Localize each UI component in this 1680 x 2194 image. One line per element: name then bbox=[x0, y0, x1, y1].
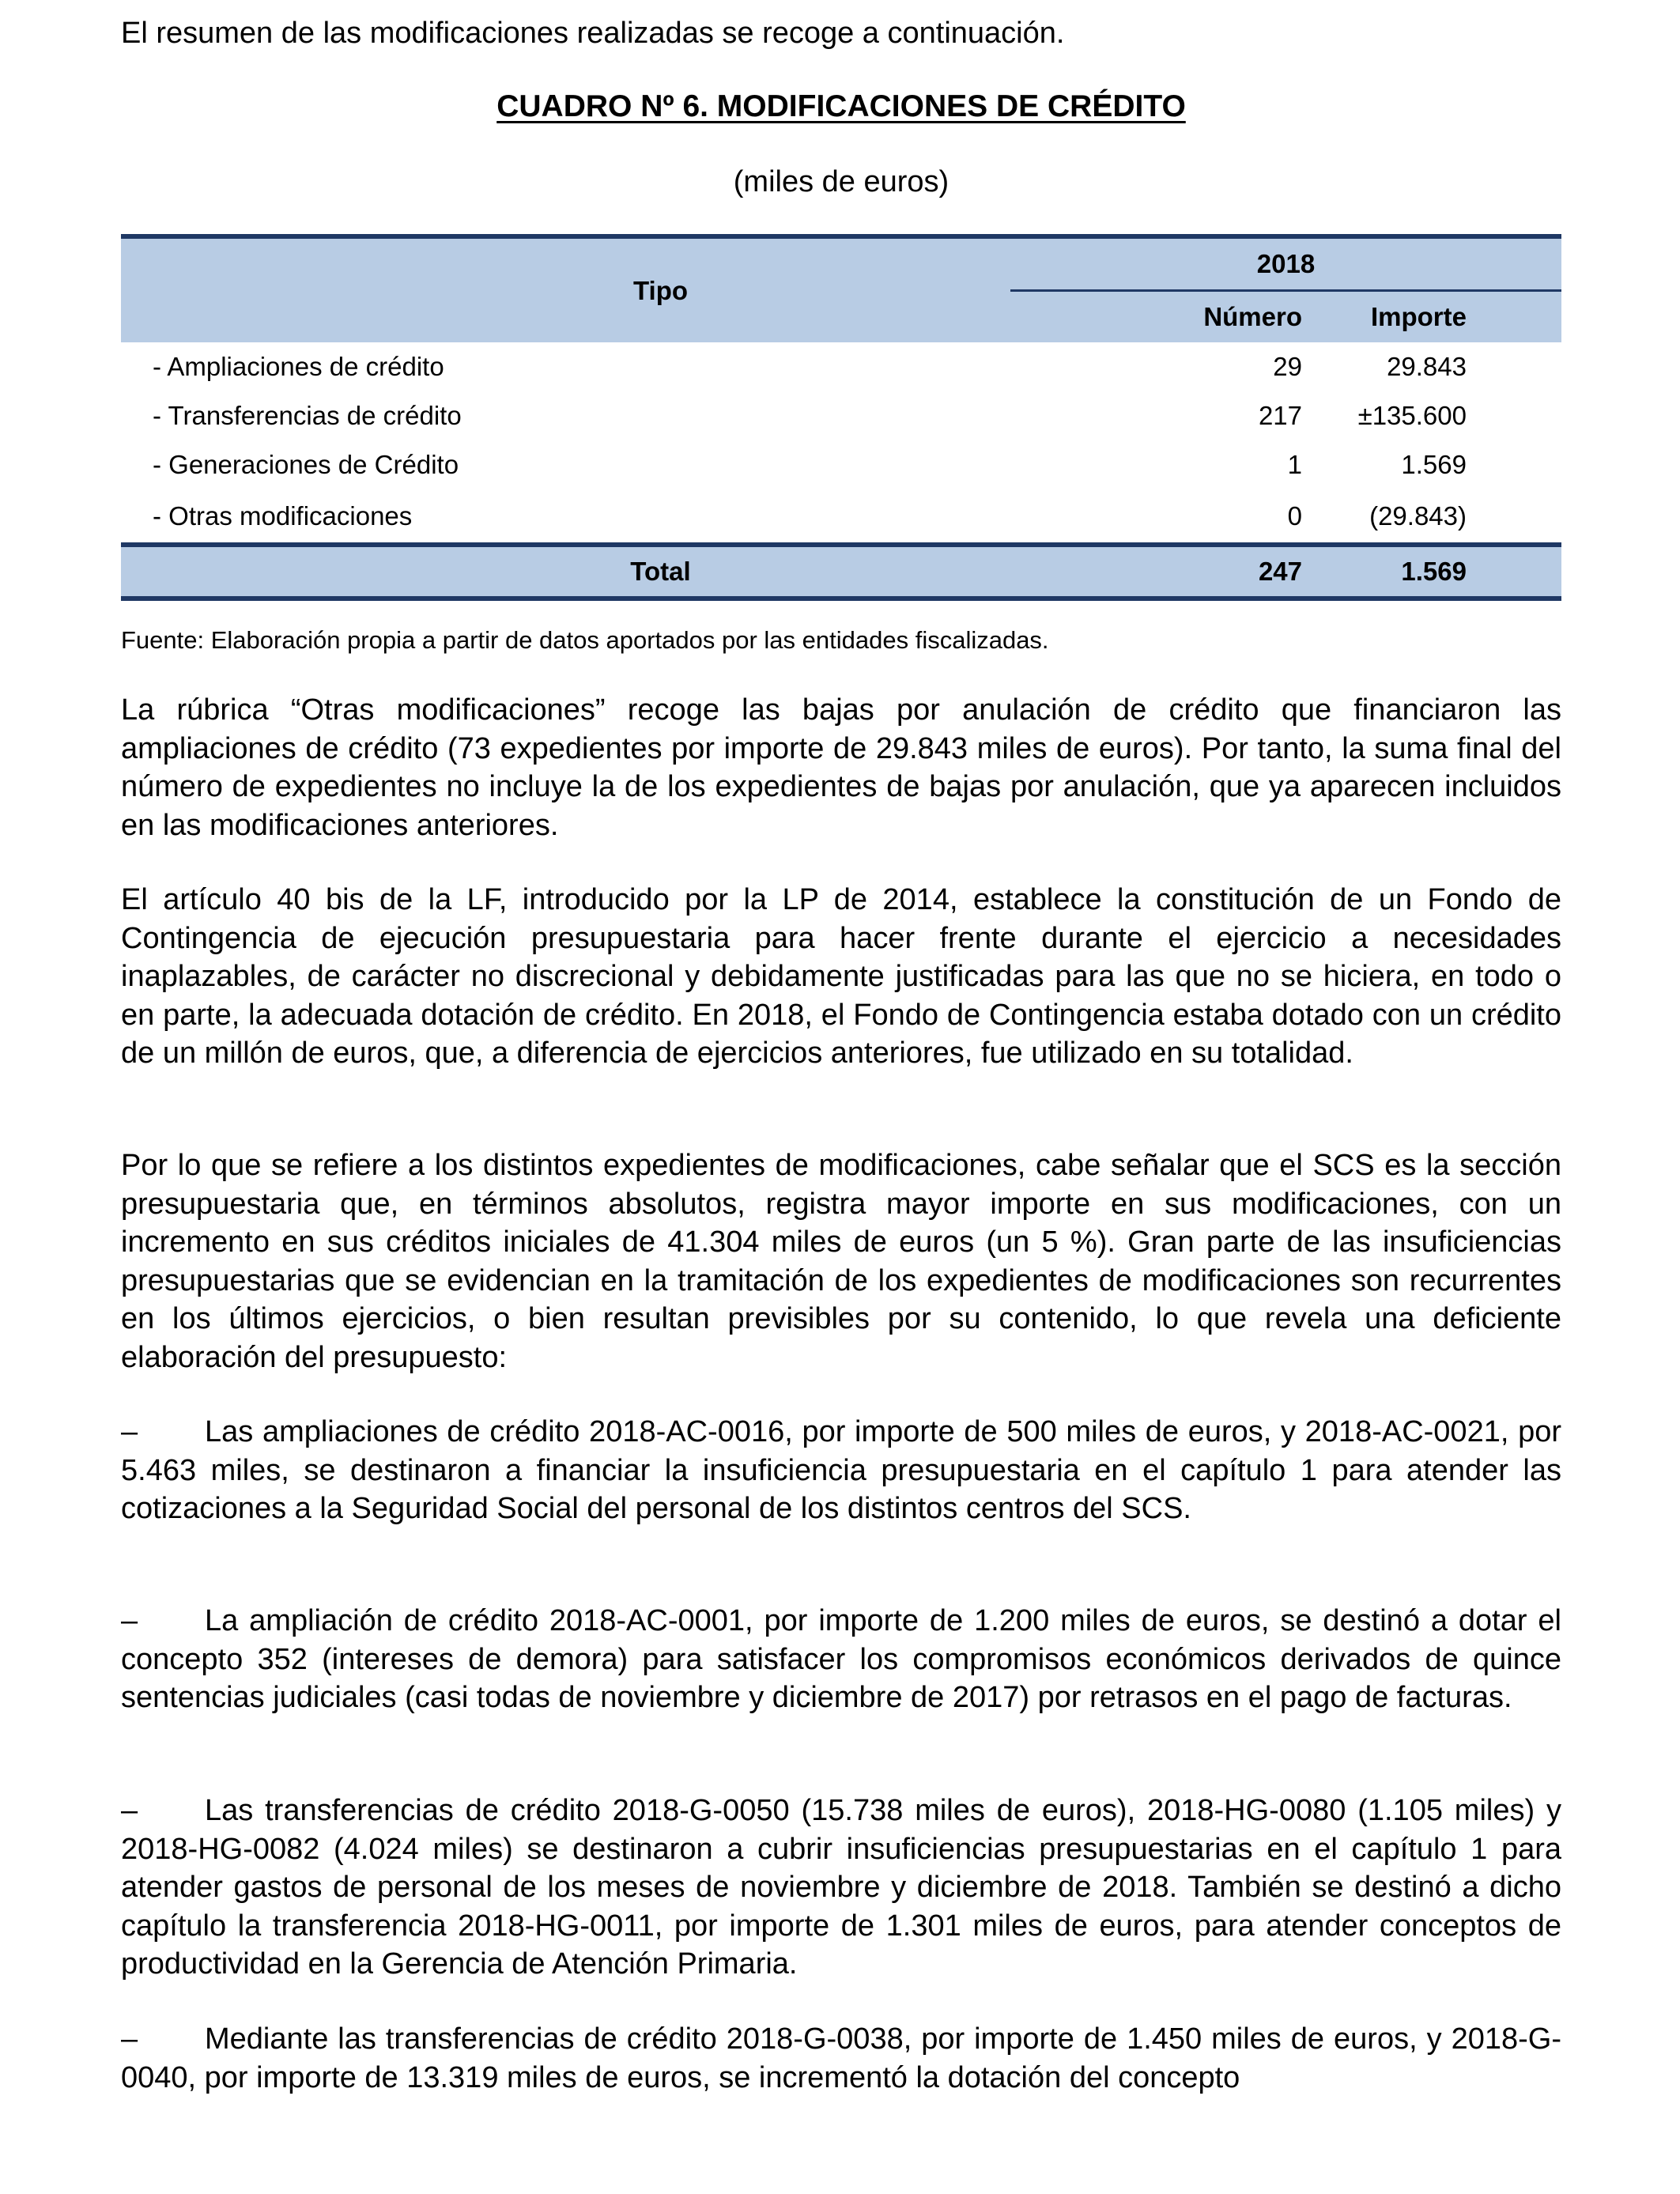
bullet-item bbox=[121, 1602, 1561, 1717]
row-tipo: - Transferencias de crédito bbox=[153, 401, 462, 430]
row-importe: ±135.600 bbox=[1357, 401, 1467, 430]
bullet-item bbox=[121, 1413, 1561, 1528]
row-tipo: - Ampliaciones de crédito bbox=[153, 352, 444, 381]
bullet-item bbox=[121, 1792, 1561, 1984]
header-numero: Número bbox=[1203, 301, 1302, 331]
table-row bbox=[121, 440, 1561, 489]
table-caption bbox=[121, 87, 1561, 127]
bullet-text: La ampliación de crédito 2018-AC-0001, por importe de 1.200 miles de euros, se destinó a dotar el concepto 352 (intereses de demora) para satisfacer los compromisos económicos derivados de quince sentencias judiciales (casi todas de noviembre y diciembre de 2017) por retrasos en el pago de facturas. bbox=[121, 1604, 1561, 1714]
total-label: Total bbox=[630, 557, 691, 586]
bullet-text: Las ampliaciones de crédito 2018-AC-0016, por importe de 500 miles de euros, y 2018-AC-0021, por 5.463 miles, se destinaron a financiar la insuficiencia presupuestaria en el capítulo 1 para atender las cotizaciones a la Seguridad Social del personal de los distintos centros del SCS. bbox=[121, 1415, 1561, 1525]
bullet-dash: – bbox=[121, 2022, 138, 2056]
bullet-text: Mediante las transferencias de crédito 2018-G-0038, por importe de 1.450 miles de euros, y 2018-G-0040, por importe de 13.319 miles de euros, se incrementó la dotación del concepto bbox=[121, 2022, 1561, 2094]
bullet-dash: – bbox=[121, 1604, 138, 1637]
table-caption-text: CUADRO Nº 6. MODIFICACIONES DE CRÉDITO bbox=[496, 89, 1186, 123]
table-unit: (miles de euros) bbox=[733, 165, 949, 198]
paragraph: La rúbrica “Otras modificaciones” recoge las bajas por anulación de crédito que financiaron las ampliaciones de crédito (73 expedientes por importe de 29.843 miles de euros). Por tanto, la suma final del número de expedientes no incluye la de los expedientes de bajas por anulación, que ya aparecen incluidos en las modificaciones anteriores. bbox=[121, 693, 1561, 842]
row-tipo: - Generaciones de Crédito bbox=[153, 450, 459, 479]
table-row bbox=[121, 342, 1561, 391]
row-numero: 29 bbox=[1273, 352, 1302, 381]
intro-text: El resumen de las modificaciones realizadas se recoge a continuación. bbox=[121, 17, 1065, 50]
row-importe: 29.843 bbox=[1387, 352, 1467, 381]
total-row bbox=[121, 545, 1561, 599]
row-numero: 217 bbox=[1258, 401, 1302, 430]
table-row bbox=[121, 489, 1561, 545]
modifications-table bbox=[121, 234, 1561, 601]
header-tipo: Tipo bbox=[632, 275, 689, 305]
total-importe: 1.569 bbox=[1401, 557, 1467, 586]
table-row bbox=[121, 391, 1561, 440]
total-numero: 247 bbox=[1258, 557, 1302, 586]
row-tipo: - Otras modificaciones bbox=[153, 500, 413, 531]
header-importe: Importe bbox=[1370, 301, 1467, 331]
bullet-item bbox=[121, 2020, 1561, 2097]
paragraph: El artículo 40 bis de la LF, introducido por la LP de 2014, establece la constitución de un Fondo de Contingencia de ejecución presupuestaria para hacer frente durante el ejercicio a necesidades inaplazables, de carácter no discrecional y debidamente justificadas para las que no se hiciera, en todo o en parte, la adecuada dotación de crédito. En 2018, el Fondo de Contingencia estaba dotado con un crédito de un millón de euros, que, a diferencia de ejercicios anteriores, fue utilizado en su totalidad. bbox=[121, 883, 1561, 1070]
bullet-dash: – bbox=[121, 1415, 138, 1448]
bullet-text: Las transferencias de crédito 2018-G-0050 (15.738 miles de euros), 2018-HG-0080 (1.105 miles) y 2018-HG-0082 (4.024 miles) se destinaron a cubrir insuficiencias presupuestarias en el capítulo 1 para atender gastos de personal de los meses de noviembre y diciembre de 2018. También se destinó a dicho capítulo la transferencia 2018-HG-0011, por importe de 1.301 miles de euros, para atender conceptos de productividad en la Gerencia de Atención Primaria. bbox=[121, 1794, 1561, 1981]
row-importe: (29.843) bbox=[1369, 500, 1467, 531]
paragraph: Por lo que se refiere a los distintos expedientes de modificaciones, cabe señalar que el SCS es la sección presupuestaria que, en términos absolutos, registra mayor importe en sus modificaciones, con un incremento en sus créditos iniciales de 41.304 miles de euros (un 5 %). Gran parte de las insuficiencias presupuestarias que se evidencian en la tramitación de los expedientes de modificaciones son recurrentes en los últimos ejercicios, o bien resultan previsibles por su contenido, lo que revela una deficiente elaboración del presupuesto: bbox=[121, 1149, 1561, 1374]
header-year: 2018 bbox=[1010, 236, 1561, 290]
bullet-dash: – bbox=[121, 1794, 138, 1827]
row-numero: 1 bbox=[1287, 450, 1302, 479]
row-numero: 0 bbox=[1287, 500, 1302, 531]
table-source-note: Fuente: Elaboración propia a partir de datos aportados por las entidades fiscalizadas. bbox=[121, 626, 1049, 654]
row-importe: 1.569 bbox=[1401, 450, 1467, 479]
